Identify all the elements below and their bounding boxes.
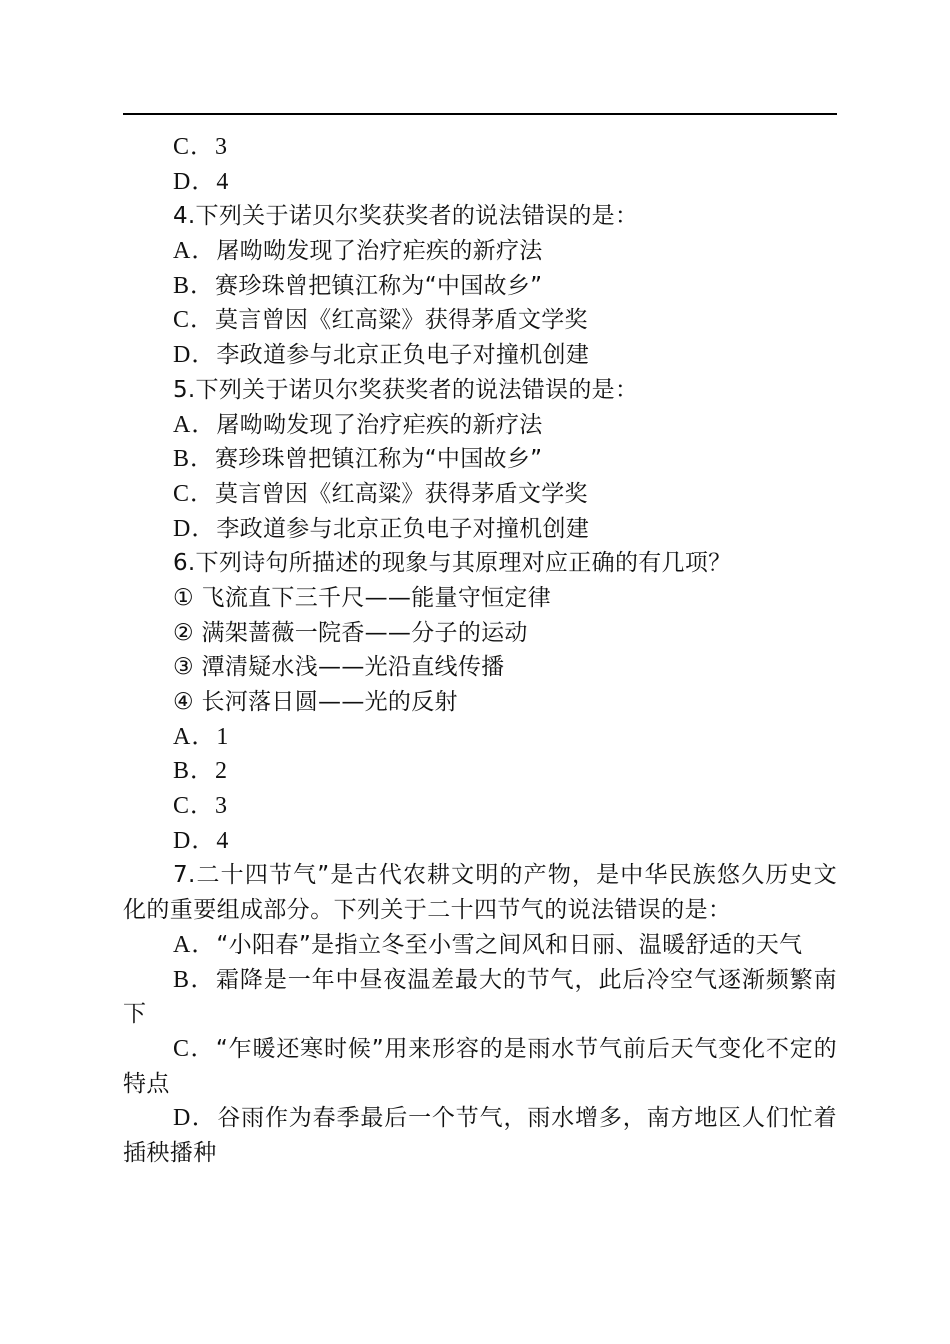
- q7-stem: 7.二十四节气”是古代农耕文明的产物，是中华民族悠久历史文化的重要组成部分。下列关于二十四节气的说法错误的是：: [123, 862, 837, 924]
- option-label: B．: [173, 966, 217, 993]
- option-text: 李政道参与北京正负电子对撞机创建: [216, 342, 590, 369]
- option-text: 霜降是一年中昼夜温差最大的节气，此后冷空气逐渐频繁南下: [123, 966, 837, 1028]
- q6-option-d: [123, 824, 837, 859]
- q4-option-b: [123, 269, 837, 304]
- option-text: 2: [215, 758, 229, 785]
- q3-option-d: [123, 165, 837, 200]
- option-label: B．: [173, 758, 216, 785]
- option-text: 4: [216, 827, 230, 854]
- option-label: D．: [173, 342, 217, 369]
- q5-option-c: [123, 477, 837, 512]
- header-rule: [123, 113, 837, 115]
- q7-option-c: [123, 1032, 837, 1101]
- q7-option-a: [123, 928, 837, 963]
- q4-option-a: [123, 234, 837, 269]
- option-label: A．: [173, 931, 217, 958]
- q4-option-d: [123, 338, 837, 373]
- q6-item-2: ② 满架蔷薇一院香——分子的运动: [173, 619, 528, 646]
- option-label: A．: [173, 723, 217, 750]
- q5-stem: 5.下列关于诺贝尔奖获奖者的说法错误的是：: [173, 376, 639, 403]
- option-text: 3: [215, 134, 229, 160]
- q6-option-b: [123, 754, 837, 789]
- q6-option-a: [123, 720, 837, 755]
- option-label: D．: [173, 168, 217, 195]
- option-label: C．: [173, 134, 216, 160]
- option-label: C．: [173, 480, 216, 507]
- option-text: 赛珍珠曾把镇江称为“中国故乡”: [215, 446, 543, 473]
- option-label: C．: [173, 793, 216, 820]
- option-text: 谷雨作为春季最后一个节气，雨水增多，南方地区人们忙着插秧播种: [123, 1105, 837, 1167]
- option-text: “乍暖还寒时候”用来形容的是雨水节气前后天气变化不定的特点: [123, 1035, 837, 1097]
- option-label: A．: [173, 238, 217, 265]
- option-label: D．: [173, 515, 217, 542]
- q5-option-b: [123, 442, 837, 477]
- option-label: D．: [173, 1105, 218, 1132]
- option-label: C．: [173, 307, 216, 334]
- document-body: [123, 130, 837, 1171]
- q5-option-d: [123, 512, 837, 547]
- option-label: C．: [173, 1035, 216, 1062]
- option-label: B．: [173, 446, 216, 473]
- q4-option-c: [123, 303, 837, 338]
- option-text: 李政道参与北京正负电子对撞机创建: [216, 515, 590, 542]
- q6-item-4: ④ 长河落日圆——光的反射: [173, 689, 458, 715]
- option-text: 莫言曾因《红高粱》获得茅盾文学奖: [215, 307, 588, 334]
- q6-item-3: ③ 潭清疑水浅——光沿直线传播: [173, 654, 505, 681]
- q3-option-c: [123, 130, 837, 165]
- q7-option-d: [123, 1101, 837, 1170]
- option-label: B．: [173, 272, 216, 299]
- option-text: 屠呦呦发现了治疗疟疾的新疗法: [216, 411, 543, 438]
- option-text: 1: [216, 723, 230, 750]
- option-text: 屠呦呦发现了治疗疟疾的新疗法: [216, 238, 543, 265]
- q7-option-b: [123, 963, 837, 1032]
- q5-option-a: [123, 408, 837, 443]
- q4-stem: 4.下列关于诺贝尔奖获奖者的说法错误的是：: [173, 203, 639, 230]
- option-text: 莫言曾因《红高粱》获得茅盾文学奖: [215, 480, 588, 507]
- option-text: 3: [215, 793, 229, 820]
- q6-option-c: [123, 789, 837, 824]
- option-text: 4: [216, 168, 230, 195]
- option-text: 赛珍珠曾把镇江称为“中国故乡”: [215, 272, 543, 299]
- q6-stem: 6.下列诗句所描述的现象与其原理对应正确的有几项？: [173, 550, 732, 577]
- option-text: “小阳春”是指立冬至小雪之间风和日丽、温暖舒适的天气: [216, 931, 803, 958]
- option-label: A．: [173, 411, 217, 438]
- q6-item-1: ① 飞流直下三千尺——能量守恒定律: [173, 584, 552, 611]
- option-label: D．: [173, 827, 217, 854]
